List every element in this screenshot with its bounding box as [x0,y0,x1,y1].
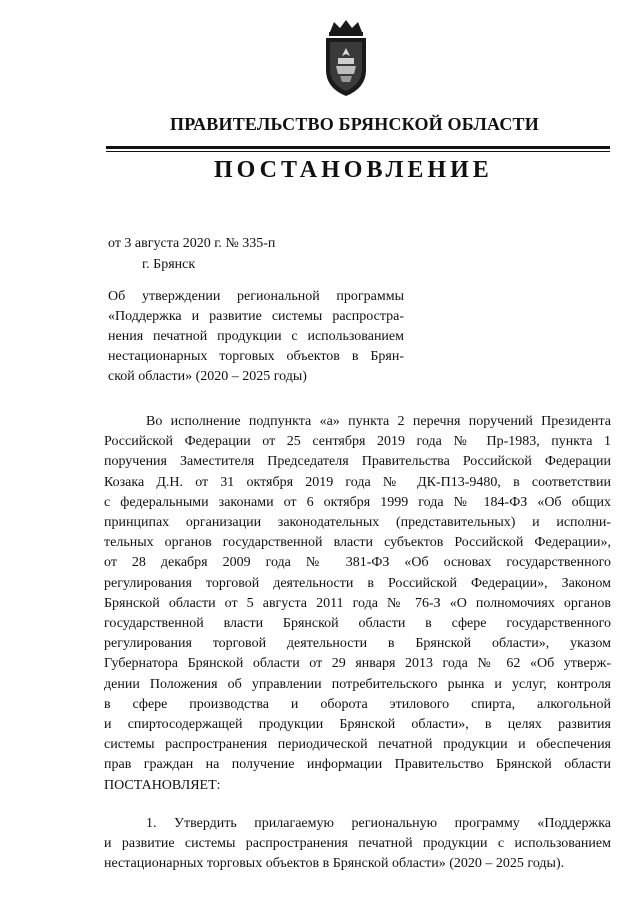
preamble-line: Губернатора Брянской области от 29 января 2013 года № 62 «Об утверж- [104,656,611,672]
preamble-line: регулирования торговой деятельности в Брянской области», указом [104,636,611,652]
subject-line: «Поддержка и развитие системы распростра- [108,309,404,324]
item-1-line: 1. Утвердить прилагаемую региональную программу «Поддержка [146,815,611,831]
preamble-line: прав граждан на получение информации Правительство Брянской области [104,757,611,773]
header-rule-thin [106,151,610,152]
preamble-line: Во исполнение подпункта «а» пункта 2 перечня поручений Президента [146,414,611,429]
subject-line: нения печатной продукции с использованием [108,329,404,344]
preamble-line: от 28 декабря 2009 года № 381-ФЗ «Об основах государственного [104,555,611,571]
document-city: г. Брянск [142,257,196,272]
preamble-line: государственной власти Брянской области в сфере государственного [104,616,611,632]
document-subject [108,287,404,387]
preamble-line: тельных органов государственной власти субъектов Российской Федерации», [104,535,611,551]
subject-line: ской области» (2020 – 2025 годы) [108,369,307,384]
header-rule-thick [106,146,610,149]
document-type-title: ПОСТАНОВЛЕНИЕ [214,157,493,183]
document-date-number: от 3 августа 2020 г. № 335-п [108,236,276,251]
coat-of-arms-emblem [320,18,372,98]
preamble-line: с федеральными законами от 6 октября 1999 года № 184-ФЗ «Об общих [104,494,611,510]
preamble-line: Козака Д.Н. от 31 октября 2019 года № ДК-П13-9480, в соответствии [104,474,611,490]
preamble-line: Российской Федерации от 25 сентября 2019 года № Пр-1983, пункта 1 [104,434,611,450]
preamble-line: поручения Заместителя Председателя Правительства Российской Федерации [104,454,611,470]
subject-line: нестационарных торговых объектов в Брян- [108,349,404,364]
preamble-line: и спиртосодержащей продукции Брянской области», в целях развития [104,717,611,733]
preamble-line: системы распространения периодической печатной продукции и обеспечения [104,737,611,753]
preamble-line: принципах организации законодательных (представительных) и исполни- [104,515,611,531]
preamble-line: дении Положения об управлении потребительского рынка и услуг, контроля [104,676,611,692]
subject-line: Об утверждении региональной программы [108,289,404,304]
document-body [104,412,611,874]
item-1-line: и развитие системы распространения печатной продукции с использованием [104,836,611,852]
resolves-word: ПОСТАНОВЛЯЕТ: [104,777,221,793]
government-title: ПРАВИТЕЛЬСТВО БРЯНСКОЙ ОБЛАСТИ [170,114,539,134]
preamble-line: регулирования торговой деятельности в Российской Федерации», Законом [104,575,611,591]
item-1-line: нестационарных торговых объектов в Брянской области» (2020 – 2025 годы). [104,856,565,872]
preamble-line: в сфере производства и оборота этилового спирта, алкогольной [104,696,611,712]
preamble-line: Брянской области от 5 августа 2011 года № 76-З «О полномочиях органов [104,595,611,611]
